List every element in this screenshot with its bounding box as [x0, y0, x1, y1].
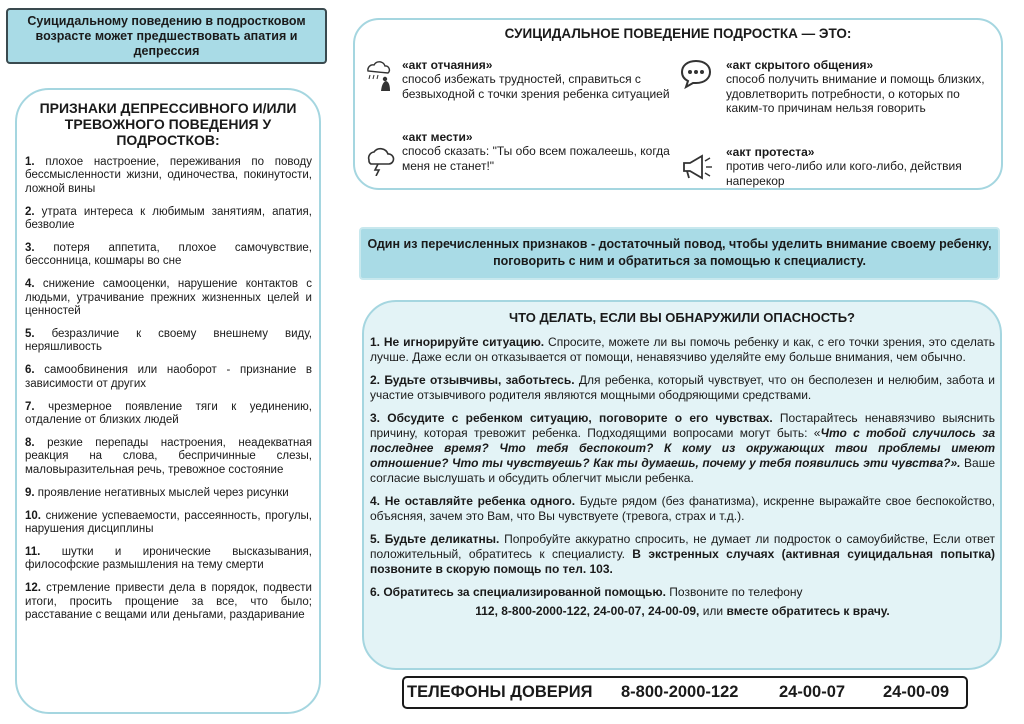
- sign-number: 7.: [25, 400, 35, 413]
- sign-text: чрезмерное появление тяги к уединению, отдаление от близких людей: [25, 400, 312, 427]
- hotline-bar: [402, 676, 968, 709]
- sign-item: [25, 364, 312, 391]
- speech-bubble-icon: [679, 56, 713, 90]
- advice-6-heading: 6. Обратитесь за специализированной помощью.: [370, 585, 666, 599]
- revenge-item: [402, 130, 672, 173]
- what-to-do-title: ЧТО ДЕЛАТЬ, ЕСЛИ ВЫ ОБНАРУЖИЛИ ОПАСНОСТЬ?: [508, 310, 855, 325]
- advice-4-text: Будьте рядом (без фанатизма), искренне выражайте свое беспокойство, объясняя, зачем это Вам, что Вы чувствуете (тревога, страх и т.д.).: [370, 494, 995, 523]
- what-to-do-content: [370, 335, 995, 627]
- protest-item: [726, 145, 996, 188]
- depression-signs-list: [25, 156, 312, 632]
- advice-3-tail: Ваше согласие выслушать и обсудить облегчит мысли ребенка.: [370, 456, 996, 485]
- sign-text: снижение успеваемости, рассеянность, прогулы, нарушения дисциплины: [25, 509, 312, 536]
- revenge-text: способ сказать: "Ты обо всем пожалеешь, когда меня не станет!": [402, 144, 670, 173]
- hotline-phone-1: 8-800-2000-122: [621, 683, 739, 701]
- attention-banner: [359, 227, 1000, 280]
- protest-text: против чего-либо или кого-либо, действия наперекор: [726, 159, 962, 188]
- advice-6-phones: [370, 604, 995, 619]
- sign-text: плохое настроение, переживания по поводу бессмысленности жизни, одиночества, покинутости, ложной вины: [25, 156, 312, 195]
- hotline-phone-3: 24-00-09: [883, 683, 950, 701]
- sign-text: самообвинения или наоборот - признание в зависимости от других: [25, 364, 312, 390]
- sign-number: 1.: [25, 156, 35, 168]
- advice-4-heading: 4. Не оставляйте ребенка одного.: [370, 494, 576, 508]
- sign-number: 3.: [25, 242, 35, 255]
- advice-3-questions: Что с тобой случилось за последнее время? Что тебя беспокоит? К кому из окружающих твои проблемы имеют отношение? Что ты чувствуешь? Как ты думаешь, почему у тебя появились эти чувства?».: [370, 426, 995, 470]
- advice-2-text: Для ребенка, который чувствует, что он бесполезен и нелюбим, забота и участие отзывчивого родителя являются мощными ободряющими средствами.: [370, 373, 995, 402]
- hotline-phone-2: 24-00-07: [779, 683, 846, 701]
- advice-1-text: Спросите, можете ли вы помочь ребенку и как, с его точки зрения, это сделать лучше. Даже если он отказывается от помощи, ненавязчиво уделяйте ему больше внимания, чем обычно.: [370, 335, 995, 364]
- advice-6: [370, 585, 995, 600]
- sign-text: проявление негативных мыслей через рисунки: [37, 486, 289, 499]
- sign-number: 10.: [25, 509, 41, 522]
- sign-number: 12.: [25, 582, 41, 595]
- sign-item: [25, 582, 312, 622]
- advice-3: [370, 411, 995, 486]
- sign-item: [25, 487, 312, 500]
- sign-item: [25, 401, 312, 428]
- advice-5: [370, 532, 995, 577]
- advice-3-heading: 3. Обсудите с ребенком ситуацию, поговорите о его чувствах.: [370, 411, 773, 425]
- advice-3-text: Постарайтесь ненавязчиво выяснить причину, которая тревожит ребенка. Подходящими вопросами могут быть: «: [370, 411, 996, 440]
- storm-cloud-icon: [362, 142, 396, 176]
- advice-5-heading: 5. Будьте деликатны.: [370, 532, 500, 546]
- hidden-communication-item: [726, 58, 996, 116]
- sign-item: [25, 546, 312, 573]
- megaphone-icon: [680, 150, 714, 184]
- hotline-label: ТЕЛЕФОНЫ ДОВЕРИЯ: [407, 683, 593, 701]
- sign-number: 2.: [25, 205, 35, 218]
- top-banner: [6, 8, 327, 64]
- sign-text: потеря аппетита, плохое самочувствие, бессонница, кошмары во сне: [25, 242, 312, 268]
- sign-number: 9.: [25, 486, 35, 499]
- advice-5-text: Попробуйте аккуратно спросить, не думает ли подросток о самоубийстве, Если ответ положительный, обратитесь к специалисту.: [370, 532, 996, 561]
- despair-text: способ избежать трудностей, справиться с безвыходной с точки зрения ребенка ситуацией: [402, 72, 670, 101]
- hidden-communication-heading: «акт скрытого общения»: [726, 58, 874, 72]
- sign-number: 5.: [25, 328, 35, 341]
- advice-2: [370, 373, 995, 403]
- advice-1-heading: 1. Не игнорируйте ситуацию.: [370, 335, 545, 349]
- see-doctor: вместе обратитесь к врачу.: [726, 604, 890, 618]
- protest-heading: «акт протеста»: [726, 145, 815, 159]
- sign-item: [25, 206, 312, 233]
- sign-item: [25, 328, 312, 355]
- suicidal-behavior-title: СУИЦИДАЛЬНОЕ ПОВЕДЕНИЕ ПОДРОСТКА — ЭТО:: [504, 26, 852, 41]
- depression-signs-title: ПРИЗНАКИ ДЕПРЕССИВНОГО И/ИЛИ ТРЕВОЖНОГО ПОВЕДЕНИЯ У ПОДРОСТКОВ:: [39, 100, 297, 148]
- advice-1: [370, 335, 995, 365]
- sign-text: утрата интереса к любимым занятиям, апатия, безволие: [25, 205, 312, 232]
- sign-item: [25, 156, 312, 196]
- sign-number: 6.: [25, 364, 35, 377]
- phone-list: 112, 8-800-2000-122, 24-00-07, 24-00-09,: [475, 604, 700, 618]
- advice-5-emergency: В экстренных случаях (активная суицидальная попытка) позвоните в скорую помощь по тел. 103.: [370, 547, 996, 576]
- sign-item: [25, 242, 312, 269]
- despair-item: [402, 58, 672, 101]
- sign-text: снижение самооценки, нарушение контактов с людьми, утрачивание прежних жизненных целей и ценностей: [25, 278, 312, 318]
- sign-text: резкие перепады настроения, неадекватная реакция на слова, беспричинные слезы, маловыразительная речь, тревожное состояние: [25, 437, 312, 476]
- sign-number: 4.: [25, 278, 35, 291]
- sign-item: [25, 510, 312, 537]
- sign-text: безразличие к своему внешнему виду, неряшливость: [25, 328, 312, 354]
- advice-4: [370, 494, 995, 524]
- attention-banner-text: Один из перечисленных признаков - достаточный повод, чтобы уделить внимание своему ребенку, поговорить с ним и обратиться за помощью к специалисту.: [367, 237, 992, 268]
- sign-number: 11.: [25, 545, 41, 558]
- sign-item: [25, 437, 312, 477]
- top-banner-text: Суицидальному поведению в подростковом возрасте может предшествовать апатия и депрессия: [27, 14, 306, 58]
- hidden-communication-text: способ получить внимание и помощь близких, удовлетворить потребности, о которых по каким-то причинам нельзя говорить: [726, 72, 985, 116]
- sign-text: шутки и иронические высказывания, философские размышления на тему смерти: [25, 545, 312, 572]
- despair-heading: «акт отчаяния»: [402, 58, 493, 72]
- sign-number: 8.: [25, 437, 35, 449]
- revenge-heading: «акт мести»: [402, 130, 473, 144]
- phone-or: или: [699, 604, 727, 618]
- sign-item: [25, 278, 312, 318]
- sign-text: стремление привести дела в порядок, подвести итоги, просить прощение за все, что было; расставание с вещами или деньгами, раздаривание: [25, 582, 312, 622]
- advice-6-text: Позвоните по телефону: [665, 585, 803, 599]
- despair-icon: [362, 58, 396, 92]
- advice-2-heading: 2. Будьте отзывчивы, заботьтесь.: [370, 373, 575, 387]
